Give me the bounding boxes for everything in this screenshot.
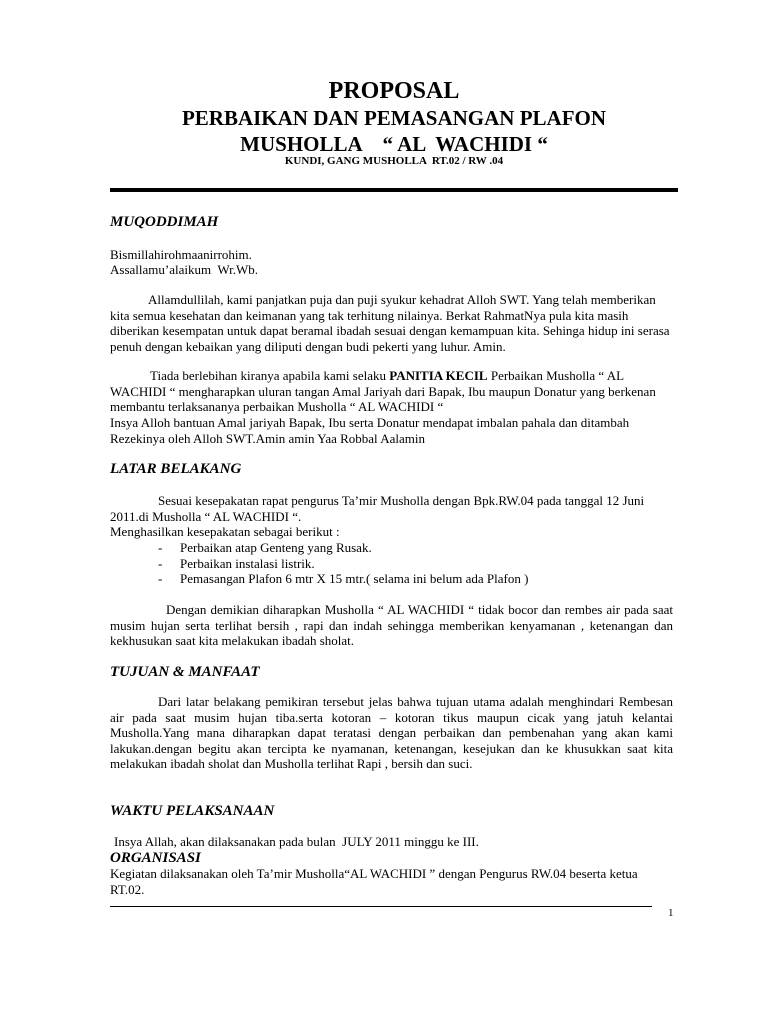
list-item-text: Perbaikan instalasi listrik. <box>180 555 315 571</box>
muqoddimah-paragraph-2 <box>110 368 673 415</box>
tujuan-paragraph: Dari latar belakang pemikiran tersebut jelas bahwa tujuan utama adalah menghindari Rembesan air pada saat musim hujan tiba.serta kotoran – kotoran tikus maupun cicak yang jatuh kelantai Musholla.Yang mana diharapkan dapat teratasi dengan perbaikan dan pembenahan yang akan kami lakukan.dengan begitu akan tercipta ke nyamanan, ketenangan, kesejukan dan ke khusukkan saat kita melakukan ibadah sholat dan Musholla terlihat Rapi , bersih dan suci. <box>110 694 673 771</box>
muqoddimah-paragraph-1: Allamdullilah, kami panjatkan puja dan puji syukur kehadrat Alloh SWT. Yang telah memberikan kita semua kesehatan dan keimanan yang tak terhitung nilainya. Berkat RahmatNya pula kita masih diberikan kesempatan untuk dapat beramal ibadah sesuai dengan kemampuan kita. Sehinga hidup ini serasa penuh dengan kebaikan yang diliputi dengan budi pekerti yang luhur. Amin. <box>110 292 670 354</box>
heading-latar-belakang: LATAR BELAKANG <box>110 461 242 477</box>
list-item-text: Pemasangan Plafon 6 mtr X 15 mtr.( selama ini belum ada Plafon ) <box>180 571 529 586</box>
latar-list-intro: Menghasilkan kesepakatan sebagai berikut : <box>110 524 340 539</box>
list-item: - Perbaikan atap Genteng yang Rusak. <box>158 540 372 555</box>
list-item-text: Perbaikan atap Genteng yang Rusak. <box>180 540 372 555</box>
heading-tujuan-manfaat: TUJUAN & MANFAAT <box>110 664 260 680</box>
document-subtitle-2: MUSHOLLA “ AL WACHIDI “ <box>240 132 548 156</box>
heading-organisasi: ORGANISASI <box>110 850 201 866</box>
list-item: - Perbaikan instalasi listrik. <box>158 555 315 571</box>
list-item: - Pemasangan Plafon 6 mtr X 15 mtr.( selama ini belum ada Plafon ) <box>158 571 529 586</box>
organisasi-text: Kegiatan dilaksanakan oleh Ta’mir Musholla“AL WACHIDI ” dengan Pengurus RW.04 beserta ketua RT.02. <box>110 866 638 897</box>
paragraph-2-body: Perbaikan Musholla “ AL WACHIDI “ mengharapkan uluran tangan Amal Jariyah dari Bapak, Ibu maupun Donatur yang berkenan membantu terlaksananya perbaikan Musholla “ AL WACHIDI “ <box>110 368 656 414</box>
latar-paragraph-2: Dengan demikian diharapkan Musholla “ AL WACHIDI “ tidak bocor dan rembes air pada saat musim hujan serta terlihat bersih , rapi dan indah sehingga memberikan kenyamanan , ketenangan dan kekhusukan saat kita melakukan ibadah sholat. <box>110 602 673 648</box>
greeting-basmalah: Bismillahirohmaanirrohim. <box>110 247 252 262</box>
document-title: PROPOSAL <box>328 78 460 104</box>
header-divider <box>110 188 678 192</box>
heading-muqoddimah: MUQODDIMAH <box>110 214 219 230</box>
panitia-kecil-label: PANITIA KECIL <box>389 368 488 383</box>
document-address: KUNDI, GANG MUSHOLLA RT.02 / RW .04 <box>284 155 504 167</box>
waktu-text: Insya Allah, akan dilaksanakan pada bulan JULY 2011 minggu ke III. <box>114 834 479 849</box>
heading-waktu-pelaksanaan: WAKTU PELAKSANAAN <box>110 803 275 819</box>
page-number: 1 <box>668 907 674 919</box>
latar-paragraph-1: Sesuai kesepakatan rapat pengurus Ta’mir Musholla dengan Bpk.RW.04 pada tanggal 12 Juni 2011.di Musholla “ AL WACHIDI “. <box>110 493 645 524</box>
greeting-salam: Assallamu’alaikum Wr.Wb. <box>110 262 258 277</box>
paragraph-2-intro: Tiada berlebihan kiranya apabila kami selaku <box>150 368 390 383</box>
document-subtitle-1: PERBAIKAN DAN PEMASANGAN PLAFON <box>181 106 607 130</box>
footer-divider <box>110 906 652 907</box>
muqoddimah-paragraph-3: Insya Alloh bantuan Amal jariyah Bapak, Ibu serta Donatur mendapat imbalan pahala dan ditambah Rezekinya oleh Alloh SWT.Amin amin Yaa Robbal Aalamin <box>110 415 630 446</box>
latar-list <box>110 540 528 587</box>
